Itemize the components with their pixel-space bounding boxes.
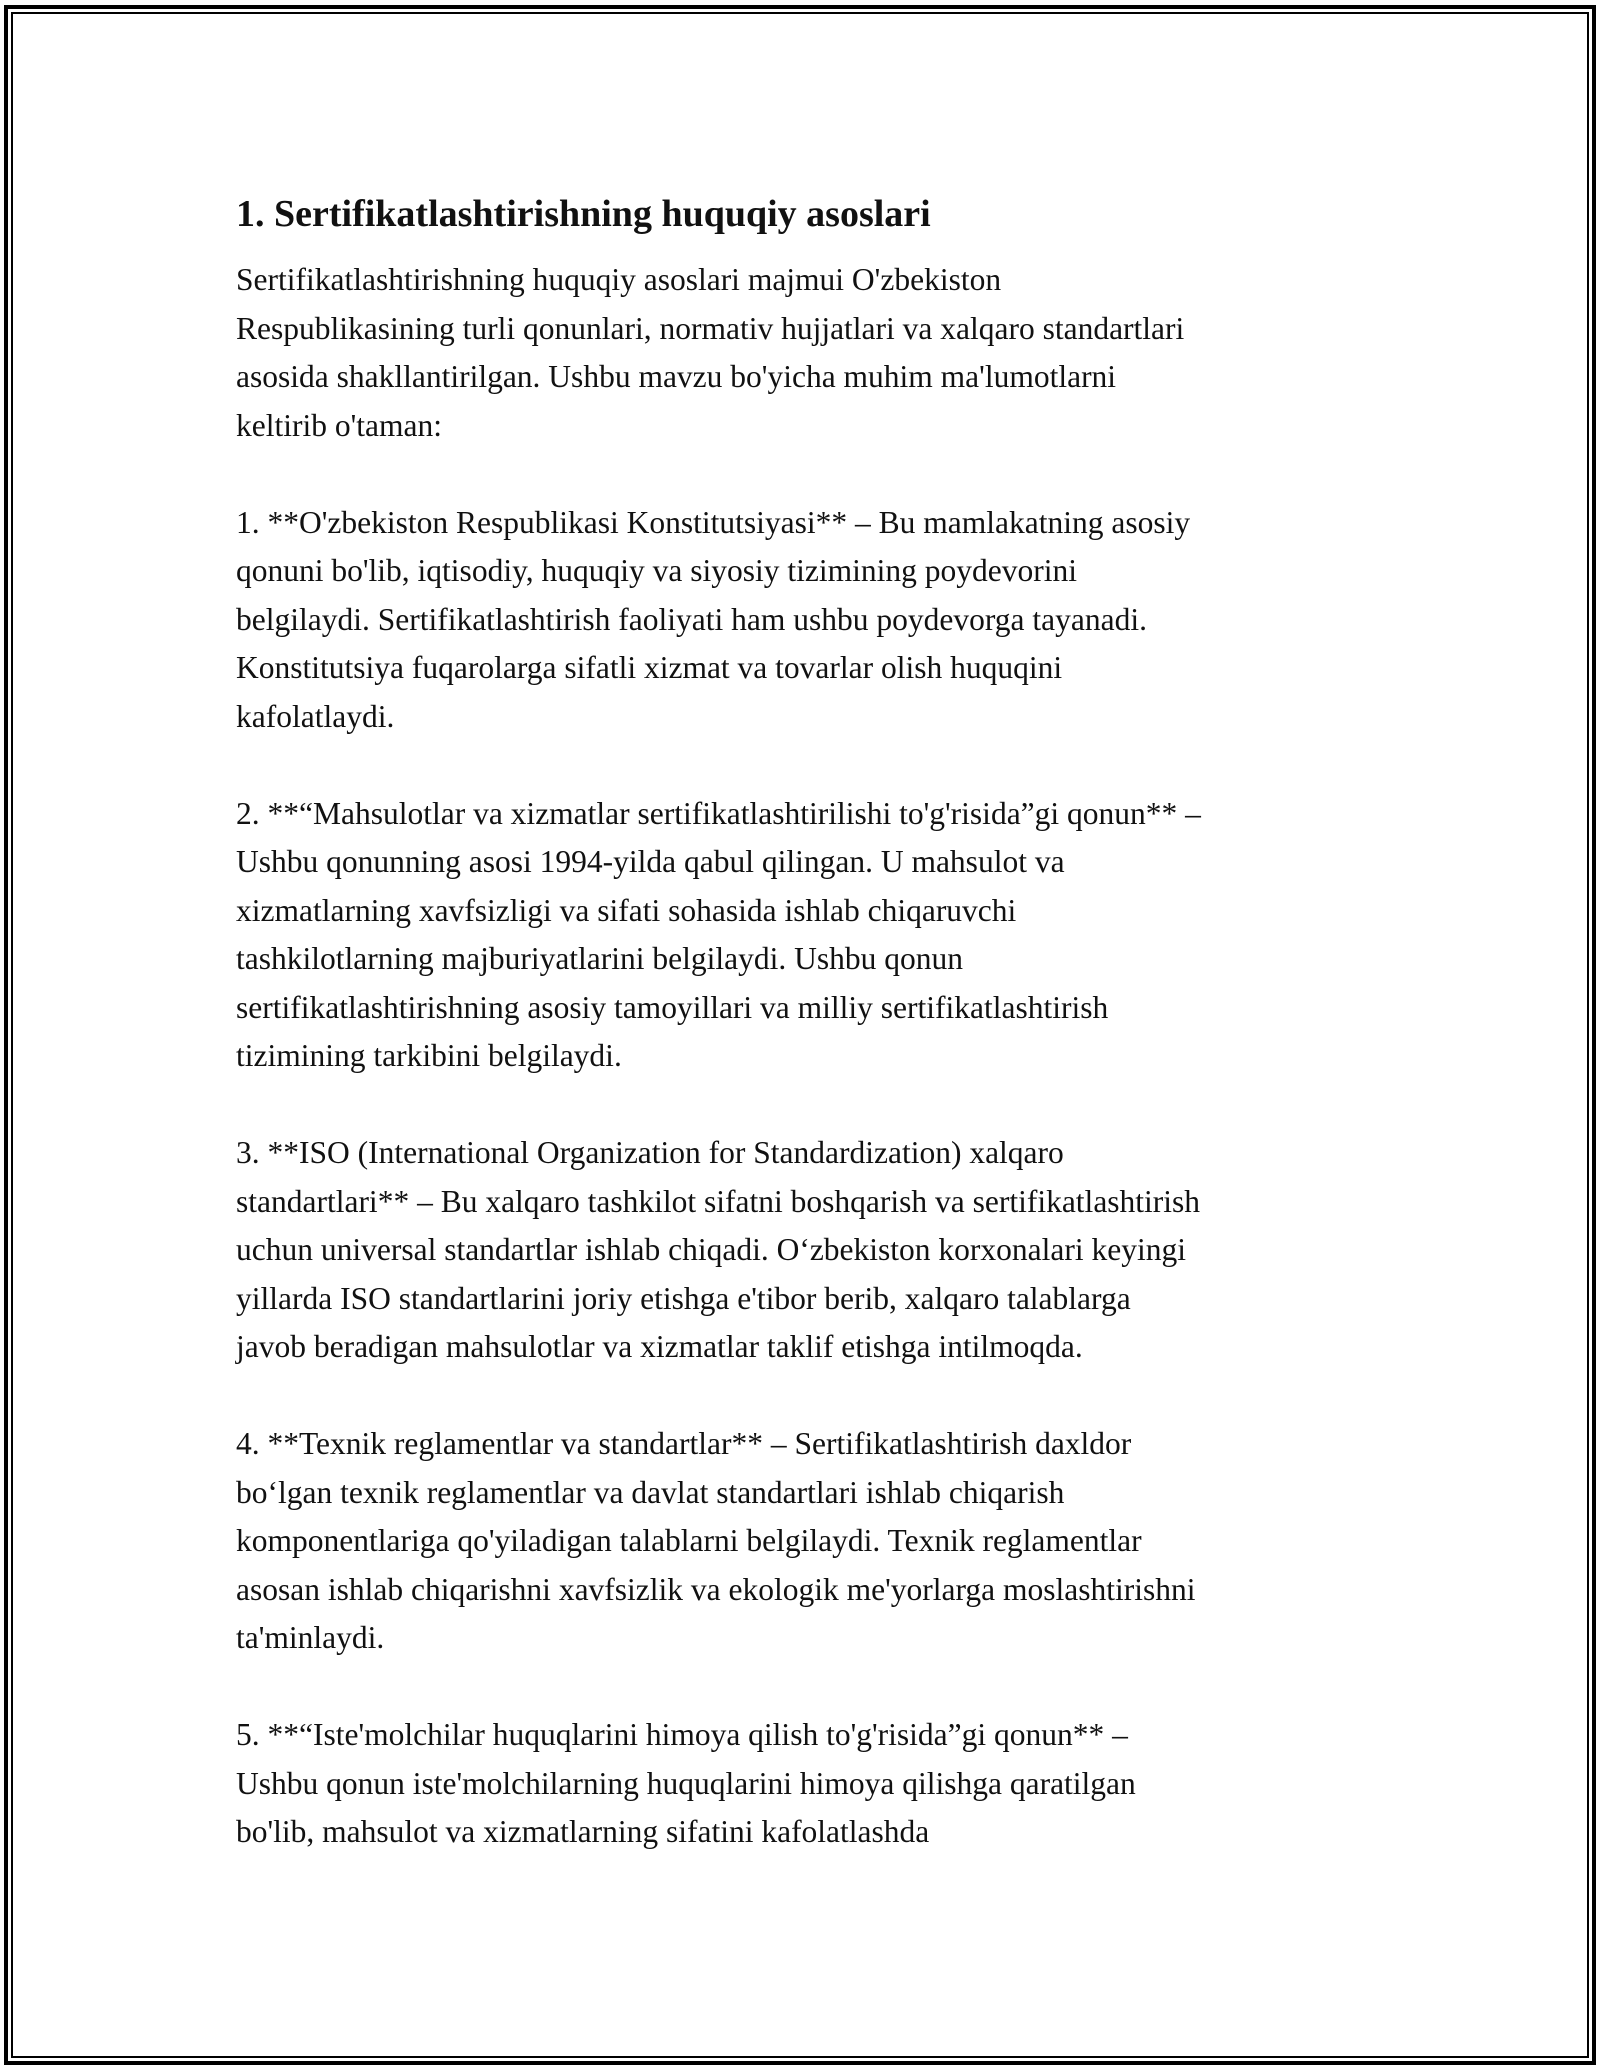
paragraph-line: 2. **“Mahsulotlar va xizmatlar sertifikatlashtirilishi to'g'risida”gi qonun** – — [236, 795, 1201, 831]
list-item-consumer-rights-law — [236, 1711, 1366, 1857]
paragraph-line: 3. **ISO (International Organization for Standardization) xalqaro — [236, 1135, 1064, 1170]
paragraph-line: belgilaydi. Sertifikatlashtirish faoliyati ham ushbu poydevorga tayanadi. — [236, 601, 1147, 637]
paragraph-line: Konstitutsiya fuqarolarga sifatli xizmat va tovarlar olish huquqini — [236, 650, 1063, 685]
list-item-technical-regulations — [236, 1420, 1366, 1663]
document-body — [236, 186, 1366, 1905]
paragraph-line: Sertifikatlashtirishning huquqiy asoslari majmui O'zbekiston — [236, 262, 1002, 297]
paragraph-line: xizmatlarning xavfsizligi va sifati sohasida ishlab chiqaruvchi — [236, 892, 1017, 928]
paragraph-line: asosida shakllantirilgan. Ushbu mavzu bo'yicha muhim ma'lumotlarni — [236, 359, 1117, 394]
intro-paragraph — [236, 256, 1366, 450]
paragraph-line: 1. **O'zbekiston Respublikasi Konstitutsiyasi** – Bu mamlakatning asosiy — [236, 504, 1191, 540]
paragraph-line: kafolatlaydi. — [236, 698, 395, 734]
paragraph-line: yillarda ISO standartlarini joriy etishga e'tibor berib, xalqaro talablarga — [236, 1280, 1131, 1316]
paragraph-line: 5. **“Iste'molchilar huquqlarini himoya qilish to'g'risida”gi qonun** – — [236, 1717, 1128, 1752]
paragraph-line: ta'minlaydi. — [236, 1620, 385, 1655]
paragraph-line: Ushbu qonunning asosi 1994-yilda qabul qilingan. U mahsulot va — [236, 844, 1065, 879]
paragraph-line: tizimining tarkibini belgilaydi. — [236, 1038, 622, 1073]
paragraph-line: keltirib o'taman: — [236, 407, 442, 443]
paragraph-line: qonuni bo'lib, iqtisodiy, huquqiy va siyosiy tizimining poydevorini — [236, 553, 1077, 588]
list-item-iso-standards — [236, 1129, 1366, 1372]
paragraph-line: uchun universal standartlar ishlab chiqadi. O‘zbekiston korxonalari keyingi — [236, 1232, 1186, 1267]
paragraph-line: asosan ishlab chiqarishni xavfsizlik va ekologik me'yorlarga moslashtirishni — [236, 1571, 1196, 1607]
paragraph-line: komponentlariga qo'yiladigan talablarni belgilaydi. Texnik reglamentlar — [236, 1523, 1142, 1558]
paragraph-line: javob beradigan mahsulotlar va xizmatlar taklif etishga intilmoqda. — [236, 1329, 1083, 1364]
paragraph-line: sertifikatlashtirishning asosiy tamoyillari va milliy sertifikatlashtirish — [236, 989, 1109, 1025]
paragraph-line: tashkilotlarning majburiyatlarini belgilaydi. Ushbu qonun — [236, 941, 964, 976]
paragraph-line: bo‘lgan texnik reglamentlar va davlat standartlari ishlab chiqarish — [236, 1474, 1065, 1510]
paragraph-line: bo'lib, mahsulot va xizmatlarning sifatini kafolatlashda — [236, 1814, 930, 1849]
paragraph-line: Respublikasining turli qonunlari, normativ hujjatlari va xalqaro standartlari — [236, 310, 1185, 346]
paragraph-line: 4. **Texnik reglamentlar va standartlar** – Sertifikatlashtirish daxldor — [236, 1426, 1132, 1461]
paragraph-line: standartlari** – Bu xalqaro tashkilot sifatni boshqarish va sertifikatlashtirish — [236, 1183, 1201, 1219]
list-item-certification-law — [236, 790, 1366, 1081]
list-item-constitution — [236, 499, 1366, 742]
section-heading: 1. Sertifikatlashtirishning huquqiy asoslari — [236, 193, 931, 235]
paragraph-line: Ushbu qonun iste'molchilarning huquqlarini himoya qilishga qaratilgan — [236, 1765, 1136, 1801]
